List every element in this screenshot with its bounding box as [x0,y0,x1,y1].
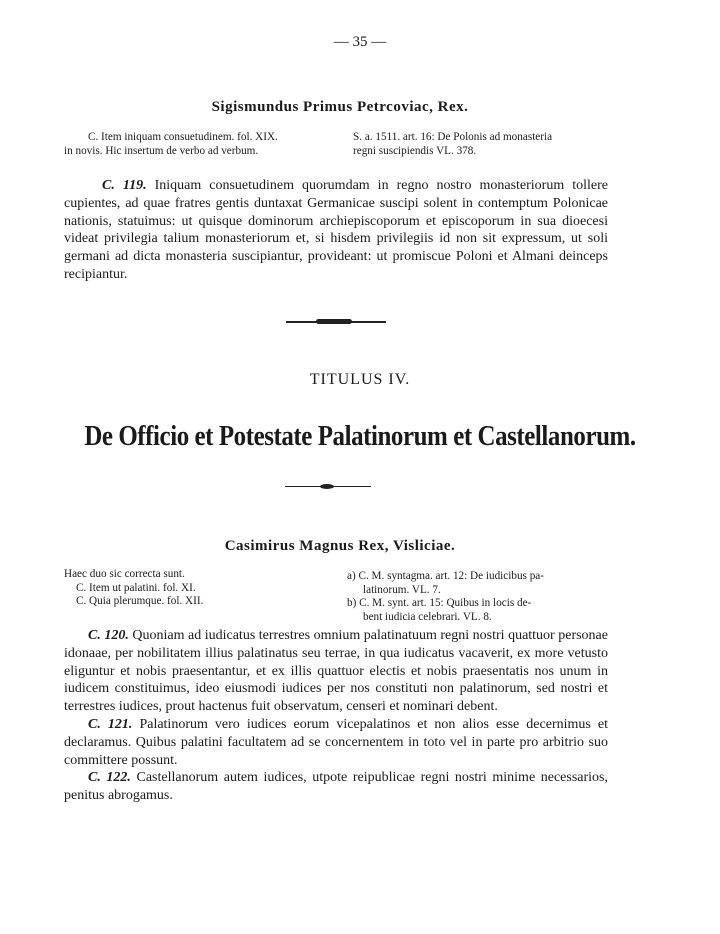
right-margin-note [347,570,607,624]
main-title: De Officio et Potestate Palatinorum et Castellanorum. [84,420,636,452]
note-line: a) C. M. syntagma. art. 12: De iudicibus pa- [347,570,544,582]
paragraph-c122 [64,769,608,805]
note-line: regni suscipiendis VL. 378. [353,144,477,157]
paragraph-marker: C. 120. [88,628,129,643]
note-line: bent iudicia celebrari. VL. 8. [363,610,492,623]
note-line: C. Item iniquam consuetudinem. fol. XIX. [88,131,278,143]
note-line: C. Item ut palatini. fol. XI. [76,581,196,594]
section-heading-sigismundus: Sigismundus Primus Petrcoviac, Rex. [211,99,469,115]
section-heading-casimirus: Casimirus Magnus Rex, Visliciae. [224,538,456,554]
paragraph-marker: C. 122. [88,770,131,786]
note-line: C. Quia plerumque. fol. XII. [76,595,204,608]
left-margin-note [64,131,334,158]
paragraph-text: Iniquam consuetudinem quorumdam in regno nostro monasteriorum tollere cupientes, ad quae fratres gentis duntaxat Germanicae suscipi solent in contemptum Polonicae nationis, statuimus: ut quisque dominorum archiepiscoporum et episcoporum in sua dioecesi videat privilegia talium monasteriorum et, si hisdem privilegiis id non sit expressum, ut soli germani ad dicta monasteria suscipiantur, provideant: ut promiscue Poloni et Almani deinceps recipiantur. [64,178,608,282]
paragraph-c120 [64,627,608,716]
paragraph-marker: C. 119. [102,178,147,193]
titulus-number: TITULUS IV. [309,371,411,388]
paragraph-marker: C. 121. [88,716,133,732]
paragraph-text: Quoniam ad iudicatus terrestres omnium palatinatuum regni nostri quattuor personae idonaae, per nobilitatem illius palatinatus seu terrae, in qua iudicatus vacaverit, ex more vetusto eliguntur et nobis praesentantur, et ex illis quattuor electis et nobis praesentatis nos unum in iudicem constituimus, ideo eiusmodi iudices per nos constituti non palatinorum, sed nostri et terrestres iudices, prout hactenus fuit observatum, censeri et nominari debent. [64,628,608,715]
paragraph-c119 [64,177,608,284]
paragraph-text: Palatinorum vero iudices eorum vicepalatinos et non alios esse decernimus et declaramus. Quibus palatini facultatem ad se concernentem in toto vel in parte pro arbitrio suo committere possunt. [64,716,608,768]
note-line: S. a. 1511. art. 16: De Polonis ad monasteria [353,131,553,143]
page-number: — 35 — [333,34,387,50]
note-line: in novis. Hic insertum de verbo ad verbum. [64,144,259,157]
paragraph-c121 [64,716,608,769]
paragraphs-block [64,627,608,805]
note-line: latinorum. VL. 7. [363,583,441,596]
note-line: Haec duo sic correcta sunt. [64,568,185,580]
right-margin-note [353,131,613,158]
note-line: b) C. M. synt. art. 15: Quibus in locis de- [347,597,532,610]
paragraph-text: Castellanorum autem iudices, utpote reipublicae regni nostri minime necessarios, penitus abrogamus. [64,770,608,804]
left-margin-note [64,568,324,609]
